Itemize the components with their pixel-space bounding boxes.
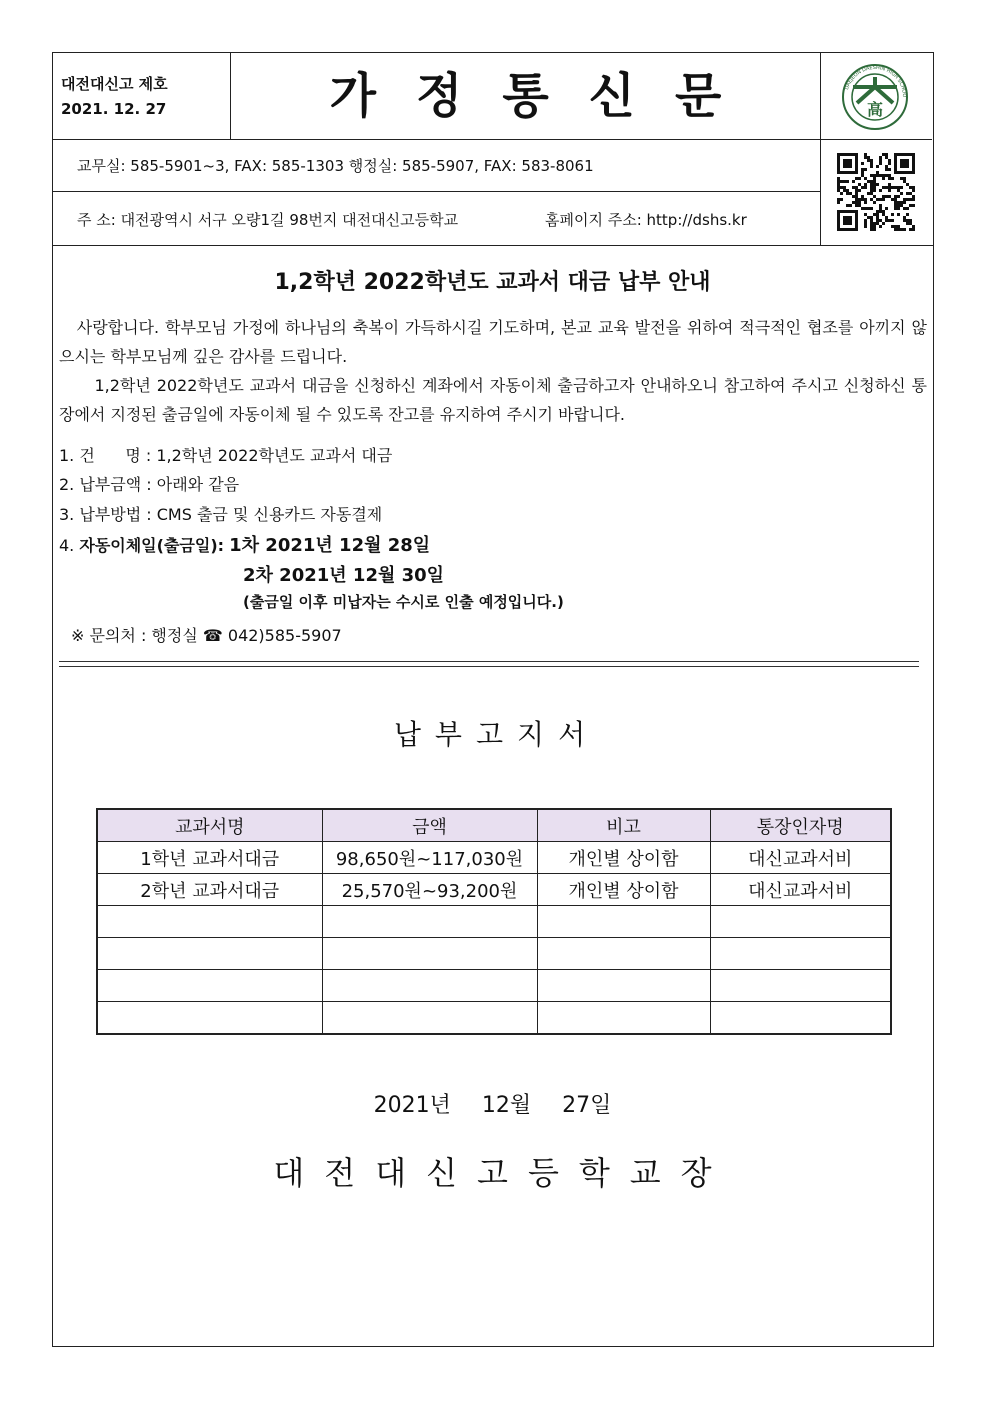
- item-method-value: CMS 출금 및 신용카드 자동결제: [156, 505, 383, 524]
- cell-remarks: [537, 938, 710, 970]
- item-amount: [59, 472, 239, 495]
- cell-account: 대신교과서비: [710, 842, 891, 874]
- debit-date-first: 1차 2021년 12월 28일: [229, 535, 431, 556]
- address-row: [53, 191, 820, 246]
- cell-remarks: [537, 1002, 710, 1035]
- table-row: [97, 938, 891, 970]
- greeting-paragraph: [59, 313, 927, 371]
- contact-row: [53, 139, 820, 192]
- cell-name: 1학년 교과서대금: [97, 842, 322, 874]
- item-subject-value: 1,2학년 2022학년도 교과서 대금: [156, 446, 393, 465]
- notice-title: 1,2학년 2022학년도 교과서 대금 납부 안내: [274, 270, 711, 295]
- bill-header-row: [97, 809, 891, 842]
- col-amount: 금액: [322, 809, 537, 842]
- qr-code-icon[interactable]: [837, 153, 915, 231]
- item-subject-label: 1. 건 명 :: [59, 446, 152, 465]
- header-row-top: [53, 53, 932, 140]
- notice-paragraph: [59, 371, 927, 429]
- item-debit-num: 4.: [59, 536, 75, 555]
- cell-amount: 98,650원~117,030원: [322, 842, 537, 874]
- cell-name: [97, 906, 322, 938]
- item-amount-label: 2. 납부금액 :: [59, 475, 152, 494]
- cell-account: [710, 906, 891, 938]
- cell-account: [710, 970, 891, 1002]
- table-row: [97, 842, 891, 874]
- table-row: [97, 906, 891, 938]
- cell-remarks: 개인별 상이함: [537, 842, 710, 874]
- date-day: 27일: [562, 1093, 612, 1118]
- cell-name: [97, 938, 322, 970]
- table-row: [97, 970, 891, 1002]
- item-debit-date: [59, 531, 430, 557]
- date-month: 12월: [481, 1093, 532, 1118]
- debit-date-second: 2차 2021년 12월 30일: [243, 565, 445, 586]
- item-amount-value: 아래와 같음: [156, 475, 240, 494]
- item-method-label: 3. 납부방법 :: [59, 505, 152, 524]
- cell-remarks: [537, 906, 710, 938]
- homepage-link[interactable]: 홈페이지 주소: http://dshs.kr: [545, 211, 747, 229]
- cell-amount: [322, 906, 537, 938]
- item-method: [59, 502, 382, 525]
- item-subject: [59, 443, 392, 466]
- cell-remarks: [537, 970, 710, 1002]
- issuer-number: 대전대신고 제호: [61, 75, 168, 93]
- cell-name: [97, 970, 322, 1002]
- notice-text: 1,2학년 2022학년도 교과서 대금을 신청하신 계좌에서 자동이체 출금하고자 안내하오니 참고하여 주시고 신청하신 통장에서 지정된 출금일에 자동이체 될 수 있도록 잔고를 유지하여 주시기 바랍니다.: [59, 376, 927, 424]
- date-year: 2021년: [373, 1093, 451, 1118]
- cell-amount: [322, 1002, 537, 1035]
- cell-amount: [322, 938, 537, 970]
- qr-cell: [820, 139, 933, 246]
- inquiry-contact: ※ 문의처 : 행정실 ☎ 042)585-5907: [71, 626, 342, 645]
- greeting-text: 사랑합니다. 학부모님 가정에 하나님의 축복이 가득하시길 기도하며, 본교 교육 발전을 위하여 적극적인 협조를 아끼지 않으시는 학부모님께 깊은 감사를 드립니다.: [59, 318, 927, 366]
- bill-title: 납부고지서: [393, 718, 600, 751]
- table-row: [97, 874, 891, 906]
- school-address: 주 소: 대전광역시 서구 오량1길 98번지 대전대신고등학교: [77, 211, 459, 229]
- double-divider: [59, 661, 919, 667]
- document-frame: [52, 52, 934, 1347]
- issuer-cell: [53, 53, 231, 139]
- cell-amount: 25,570원~93,200원: [322, 874, 537, 906]
- school-logo-icon: [839, 63, 911, 131]
- logo-text: DAEJEON DAESHIN HIGH SCHOO: [844, 64, 908, 98]
- item-debit-label: 자동이체일(출금일):: [79, 536, 225, 555]
- cell-account: 대신교과서비: [710, 874, 891, 906]
- cell-name: [97, 1002, 322, 1035]
- bill-table: [96, 808, 892, 1035]
- cell-name: 2학년 교과서대금: [97, 874, 322, 906]
- cell-amount: [322, 970, 537, 1002]
- table-row: [97, 1002, 891, 1035]
- cell-account: [710, 1002, 891, 1035]
- debit-note: (출금일 이후 미납자는 수시로 인출 예정입니다.): [243, 593, 564, 611]
- issue-date-footer: [53, 1088, 932, 1119]
- logo-cell: [820, 53, 933, 139]
- cell-account: [710, 938, 891, 970]
- col-textbook-name: 교과서명: [97, 809, 322, 842]
- col-account-name: 통장인자명: [710, 809, 891, 842]
- principal-signature: 대전대신고등학교장: [273, 1154, 732, 1192]
- contact-numbers: 교무실: 585-5901~3, FAX: 585-1303 행정실: 585-5907, FAX: 583-8061: [77, 157, 594, 175]
- cell-remarks: 개인별 상이함: [537, 874, 710, 906]
- col-remarks: 비고: [537, 809, 710, 842]
- logo-char: 高: [866, 100, 884, 119]
- issue-date: 2021. 12. 27: [61, 100, 167, 118]
- document-title: 가정통신문: [329, 68, 762, 124]
